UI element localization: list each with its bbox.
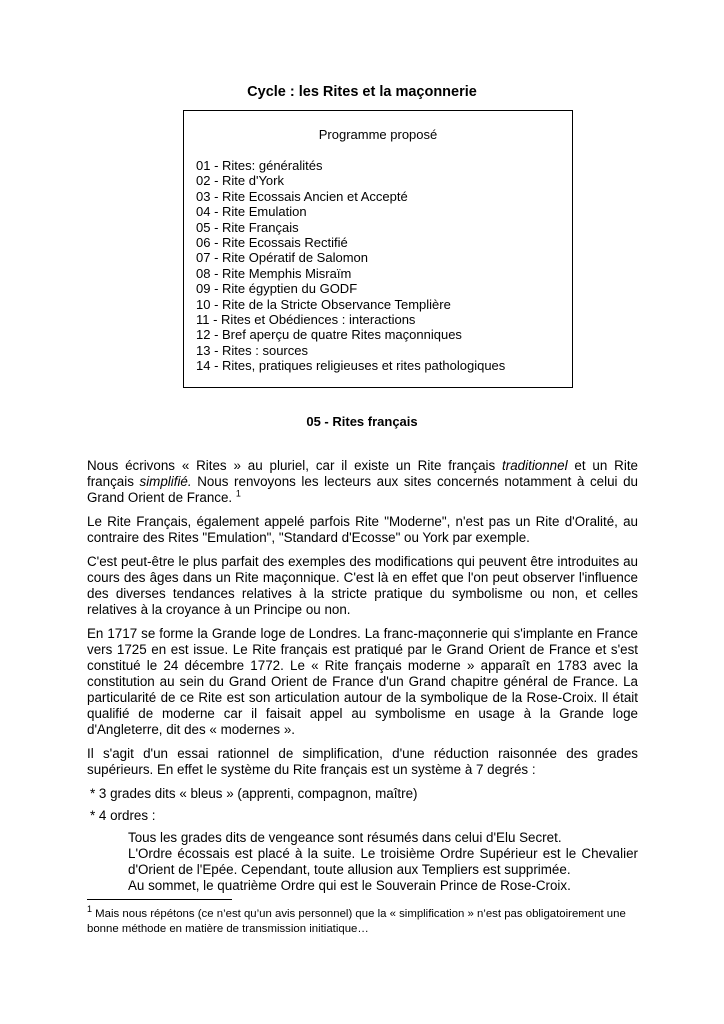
programme-item: 03 - Rite Ecossais Ancien et Accepté: [196, 188, 408, 204]
programme-item: 13 - Rites : sources: [196, 342, 308, 358]
programme-item: 04 - Rite Emulation: [196, 204, 307, 220]
ordre-item: Au sommet, le quatrième Ordre qui est le Souverain Prince de Rose-Croix.: [128, 878, 571, 893]
paragraph-simplification: Il s'agit d'un essai rationnel de simplification, d'une réduction raisonnée des grades supérieurs. En effet le système du Rite français est un système à 7 degrés :: [87, 746, 638, 777]
programme-list: [196, 158, 505, 374]
programme-item: 10 - Rite de la Stricte Observance Templière: [196, 296, 451, 312]
bullet-grades-bleus: * 3 grades dits « bleus » (apprenti, compagnon, maître): [90, 786, 418, 801]
programme-box: [183, 110, 573, 388]
paragraph-history: En 1717 se forme la Grande loge de Londres. La franc-maçonnerie qui s'implante en France vers 1725 en est issue. Le Rite français est pratiqué par le Grand Orient de France et s'est constitué le 24 décembre 1772. Le « Rite français moderne » apparaît en 1783 avec la constitution au sein du Grand Orient de France d'un Grand chapitre général de France. La particularité de ce Rite est son articulation autour de la symbolique de la Rose-Croix. Il était qualifié de moderne car il faisait appel au symbolisme en usage à la Grande loge d'Angleterre, dit des « modernes ».: [87, 626, 638, 737]
page-title: Cycle : les Rites et la maçonnerie: [247, 84, 477, 100]
programme-heading: Programme proposé: [318, 127, 438, 142]
paragraph-rite-francais: Le Rite Français, également appelé parfois Rite "Moderne", n'est pas un Rite d'Oralité, au contraire des Rites "Emulation", "Standard d'Ecosse" ou York par exemple.: [87, 514, 638, 545]
intro-emphasis-simplifie: simplifié.: [139, 474, 192, 489]
footnote-number: 1: [87, 904, 93, 915]
paragraph-modifications: C'est peut-être le plus parfait des exemples des modifications qui peuvent être introduites au cours des âges dans un Rite maçonnique. C'est là en effet que l'on peut observer l'influence des diverses tendances relatives à la stricte pratique du symbolisme ou non, et celles relatives à la croyance à un Principe ou non.: [87, 554, 638, 617]
paragraph-intro: [87, 458, 638, 506]
intro-text-e: Nous renvoyons les lecteurs aux sites concernés notamment à celui du Grand Orient de France.: [87, 474, 639, 505]
ordre-item: Tous les grades dits de vengeance sont résumés dans celui d'Elu Secret.: [128, 830, 562, 845]
footnote: [87, 904, 647, 937]
programme-item: 14 - Rites, pratiques religieuses et rites pathologiques: [196, 358, 506, 374]
programme-item: 12 - Bref aperçu de quatre Rites maçonniques: [196, 327, 462, 343]
intro-text-a: Nous écrivons « Rites » au pluriel, car il existe un Rite français: [87, 458, 503, 473]
programme-item: 08 - Rite Memphis Misraïm: [196, 265, 352, 281]
ordres-list: [128, 830, 638, 894]
programme-item: 01 - Rites: généralités: [196, 158, 323, 173]
bullet-ordres: * 4 ordres :: [90, 808, 156, 823]
programme-item: 02 - Rite d'York: [196, 173, 284, 189]
intro-emphasis-traditionnel: traditionnel: [502, 458, 568, 473]
intro-text-c: et un Rite français: [87, 458, 638, 489]
body-text: [87, 458, 638, 894]
programme-item: 11 - Rites et Obédiences : interactions: [196, 312, 416, 328]
ordre-item: L'Ordre écossais est placé à la suite. Le troisième Ordre Supérieur est le Chevalier d'Orient de l'Epée. Cependant, toute allusion aux Templiers est supprimée.: [128, 846, 638, 877]
footnote-ref[interactable]: 1: [235, 488, 241, 499]
section-title: 05 - Rites français: [306, 414, 418, 429]
programme-item: 07 - Rite Opératif de Salomon: [196, 250, 368, 266]
programme-item: 05 - Rite Français: [196, 219, 299, 235]
footnote-divider: [87, 899, 232, 900]
programme-item: 09 - Rite égyptien du GODF: [196, 281, 358, 297]
footnote-text: Mais nous répétons (ce n’est qu’un avis personnel) que la « simplification » n’est pas obligatoirement une bonne méthode en matière de transmission initiatique…: [87, 908, 626, 935]
programme-item: 06 - Rite Ecossais Rectifié: [196, 235, 348, 251]
